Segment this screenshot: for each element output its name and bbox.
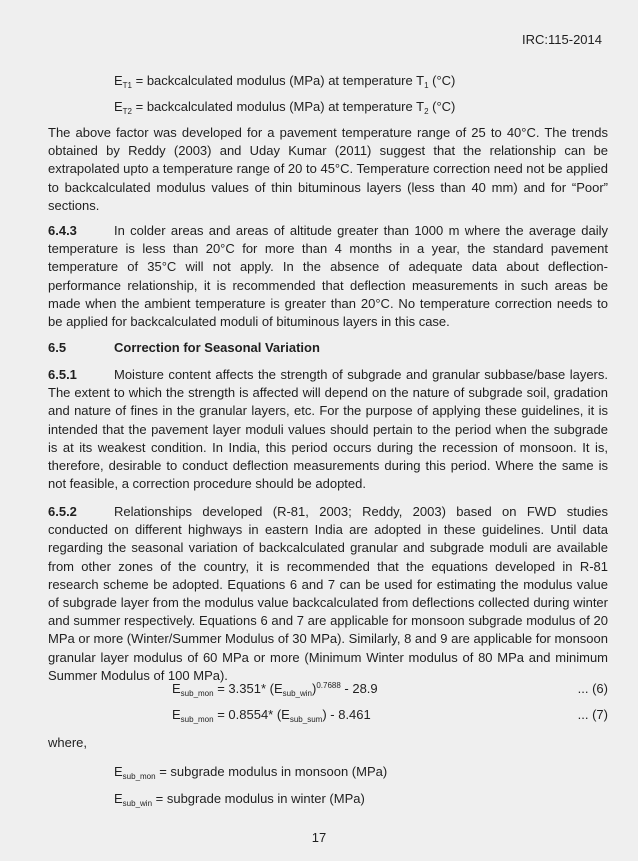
paragraph-6-5-1: 6.5.1 Moisture content affects the strength of subgrade and granular subbase/base layers. The extent to which the strength is affected will depend on the nature of subgrade soil, gradation and nature of fines in the granular layers, etc. For the purpose of applying these guidelines, it is intended that the pavement layer moduli values should pertain to the period when the subgrade is at its weakest condition. In India, this period occurs during the recession of monsoon. It is, therefore, desirable to conduct deflection measurements during this period. Where the same is not feasible, a correction procedure should be adopted.	[48, 367, 608, 492]
section-title: Correction for Seasonal Variation	[114, 340, 320, 355]
section-heading-6-5: 6.5 Correction for Seasonal Variation	[48, 340, 320, 355]
equation-7: $E_{sub\_mon} = 0.8554*$ $(E_{sub\_sum}) - 8.461$	[172, 707, 371, 724]
paragraph-6-4-3: 6.4.3 In colder areas and areas of altitude greater than 1000 m where the average daily temperature is less than 20°C for more than 4 months in a year, the standard pavement temperature of 35°C will not apply. In the absence of adequate data about deflection-performance relationship, it is recommended that deflection measurements in such areas be made when the ambient temperature is greater than 20°C. No temperature correction needs to be applied for backcalculated moduli of bituminous layers in this case.	[48, 223, 608, 330]
definition-esub-mon: $E_{sub\_mon}$ = subgrade modulus in monsoon (MPa)	[114, 764, 388, 781]
where-label: where,	[48, 735, 88, 750]
page-number: 17	[311, 830, 327, 845]
equation-number-7: ... (7)	[577, 707, 608, 722]
equation-6: $E_{sub\_mon} = 3.351*$ $(E_{sub\_win})^{0.7688} - 28.9$	[172, 681, 378, 698]
section-number: 6.5.1	[48, 367, 77, 382]
section-number: 6.5.2	[48, 504, 77, 519]
paragraph-temperature-range: The above factor was developed for a pavement temperature range of 25 to 40°C. The trends obtained by Reddy (2003) and Uday Kumar (2011) suggest that the relationship can be extrapolated upto a temperature range of 20 to 45°C. Temperature correction need not be applied to backcalculated modulus values of thin bituminous layers (less than 40 mm) and for “Poor” sections.	[48, 125, 608, 213]
definition-esub-win: $E_{sub\_win}$ = subgrade modulus in winter (MPa)	[114, 791, 365, 808]
section-number: 6.4.3	[48, 223, 77, 238]
document-code: IRC:115-2014	[522, 32, 602, 47]
definition-et2: $E_{T2}$ = backcalculated modulus (MPa) at temperature $T_2$ (°C)	[114, 99, 456, 116]
definition-et1: $E_{T1}$ = backcalculated modulus (MPa) at temperature $T_1$ (°C)	[114, 73, 456, 90]
equation-number-6: ... (6)	[577, 681, 608, 696]
paragraph-6-5-2: 6.5.2 Relationships developed (R-81, 2003; Reddy, 2003) based on FWD studies conducted on different highways in eastern India are adopted in these guidelines. Until data regarding the seasonal variation of backcalculated granular and subgrade moduli are available from other zones of the country, it is recommended that the equations developed in R-81 research scheme be adopted. Equations 6 and 7 can be used for estimating the modulus value of subgrade layer from the modulus value backcalculated from deflections collected during winter and summer respectively. Equations 6 and 7 are applicable for monsoon subgrade modulus of 20 MPa or more (Winter/Summer Modulus of 30 MPa). Similarly, 8 and 9 are applicable for monsoon granular layer modulus of 60 MPa or more (Minimum Winter modulus of 80 MPa and minimum Summer Modulus of 100 MPa).	[48, 504, 608, 683]
